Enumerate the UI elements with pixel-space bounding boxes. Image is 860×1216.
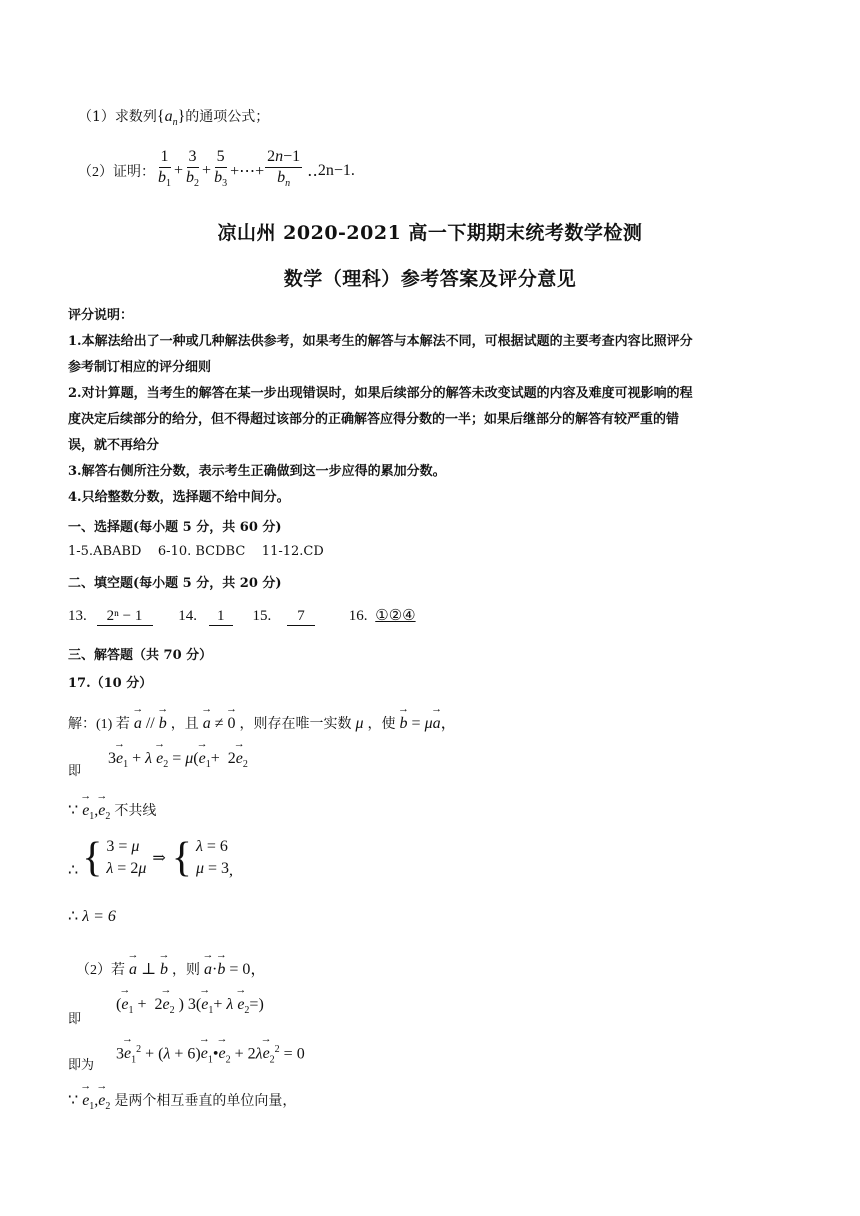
rule-4: 4.只给整数分数，选择题不给中间分。: [68, 490, 290, 505]
lambda-value: λ = 6: [82, 908, 116, 925]
lambda-result: [68, 906, 116, 926]
equation-1: $3\to e_1 + \lambda \to e_2 = \mu(\to e_1+ 2\to e_2$: [108, 750, 248, 770]
because-symbol-1: ∵: [68, 802, 79, 819]
equation-3: $3\to e_1^2 + (\lambda + 6)\to$ $e_1•\to e_2 + 2\lambda\to e_2^2 = 0$: [116, 1044, 305, 1066]
solution-2-statement: （2）若 → a ⊥ → b ，则 → a·→ b = 0，: [76, 956, 266, 979]
question-part-2-text: （2）证明：: [78, 164, 155, 180]
fraction-3-b2: $\frac{3}{b_2}$: [186, 148, 200, 190]
because-unit-vectors-tail: 是两个相互垂直的单位向量，: [114, 1094, 297, 1109]
fraction-5-b3: $\frac{5}{b_3}$: [214, 148, 228, 190]
because-noncollinear-tail: 不共线: [114, 804, 157, 819]
therefore-symbol-2: ∴: [68, 908, 79, 925]
solution-1-mid: ，且: [170, 717, 199, 732]
therefore-symbol-1: ∴: [68, 862, 79, 879]
fill-a15: 7: [287, 608, 315, 626]
ji-label-2: 即: [68, 1012, 82, 1027]
rule-2-line-1: 2.对计算题，当考生的解答在某一步出现错误时，如果后续部分的解答未改变试题的内容及难度可视影响的程: [68, 386, 693, 401]
rule-3: 3.解答右侧所注分数，表示考生正确做到这一步应得的累加分数。: [68, 464, 446, 479]
fill-q16-label: 16.: [348, 608, 368, 624]
page-subtitle: 数学（理科）参考答案及评分意见: [283, 268, 577, 290]
section-choice-answers: 1-5.ABABD 6-10. BCDBC 11-12.CD: [68, 544, 324, 559]
section-fill-header: 二、填空题(每小题 5 分，共 20 分): [68, 576, 282, 591]
q17-header: 17.（10 分）: [68, 676, 153, 691]
fill-a14: 1: [209, 608, 233, 626]
solution-1-mid3: ，使: [367, 717, 396, 732]
solution-2-mid: ，则: [172, 963, 201, 978]
equation-2: (→ $e_1 + 2\to e_2$ ) $3(\to e_1+ \lambda \to e_2=)$: [116, 996, 264, 1016]
fill-q13-label: 13.: [68, 608, 87, 624]
section-choice-header: 一、选择题(每小题 5 分，共 60 分): [68, 520, 282, 535]
system-of-equations: ∴ { 3 = μ λ = 2μ ⇒ { λ = 6 μ = 3 ,: [68, 835, 233, 881]
because-noncollinear: ∵ → $e_1,\to e_2$ 不共线: [68, 800, 156, 822]
question-part-1: [78, 106, 269, 128]
question-part-2-tail: 2n−1.: [317, 161, 355, 179]
ji-label-1: 即: [68, 764, 82, 779]
section-solution-header: 三、解答题（共 70 分）: [68, 648, 213, 663]
page-title: 凉山州 2020-2021 高一下期期末统考数学检测: [217, 222, 643, 244]
solution-1-mid2: ，则存在唯一实数: [239, 717, 352, 732]
jiwei-label: 即为: [68, 1058, 95, 1073]
scoring-header: 评分说明：: [68, 308, 134, 323]
fill-q14-label: 14.: [178, 608, 197, 624]
rule-1-line-1: 1.本解法给出了一种或几种解法供参考，如果考生的解答与本解法不同，可根据试题的主要考查内容比照评分: [68, 334, 693, 349]
rule-2-line-2: 度决定后续部分的给分，但不得超过该部分的正确解答应得分数的一半；如果后继部分的解答有较严重的错: [68, 412, 680, 427]
question-part-2: （2）证明： $\frac{1}{b_1}$ + $\frac{3}{b_2}$ + $\frac{5}{b_3}$ +⋯+ $\frac{2n-1}{b_n}$ ‥ 2n−1.: [78, 148, 355, 193]
rule-2-line-3: 误，就不再给分: [68, 438, 160, 453]
solution-1-prefix: 解：(1) 若: [68, 717, 130, 732]
because-unit-vectors: ∵ → $e_1,\to e_2$ 是两个相互垂直的单位向量，: [68, 1090, 296, 1112]
question-part-1-tail: 的通项公式；: [185, 109, 270, 125]
rule-1-line-2: 参考制订相应的评分细则: [68, 360, 212, 375]
because-symbol-2: ∵: [68, 1092, 79, 1109]
question-part-1-text: （1）求数列: [78, 109, 157, 125]
sequence-an: $\{a_n\}$: [156, 108, 186, 129]
fraction-1-b1: $\frac{1}{b_1}$: [158, 148, 171, 190]
fill-answers-row: [68, 606, 416, 626]
fill-a16: ①②④: [375, 608, 416, 624]
fraction-2n-1-bn: $\frac{2n-1}{b_n}$: [267, 148, 301, 190]
fill-q15-label: 15.: [252, 608, 272, 624]
fill-a13: 2ⁿ − 1: [97, 608, 153, 626]
solution-1-statement: 解：(1) 若 → a // → b ，且 → a ≠ → 0 ，则存在唯一实数 μ ，使 → b = μ→ a，: [68, 710, 457, 733]
solution-2-prefix: （2）若: [76, 963, 125, 978]
